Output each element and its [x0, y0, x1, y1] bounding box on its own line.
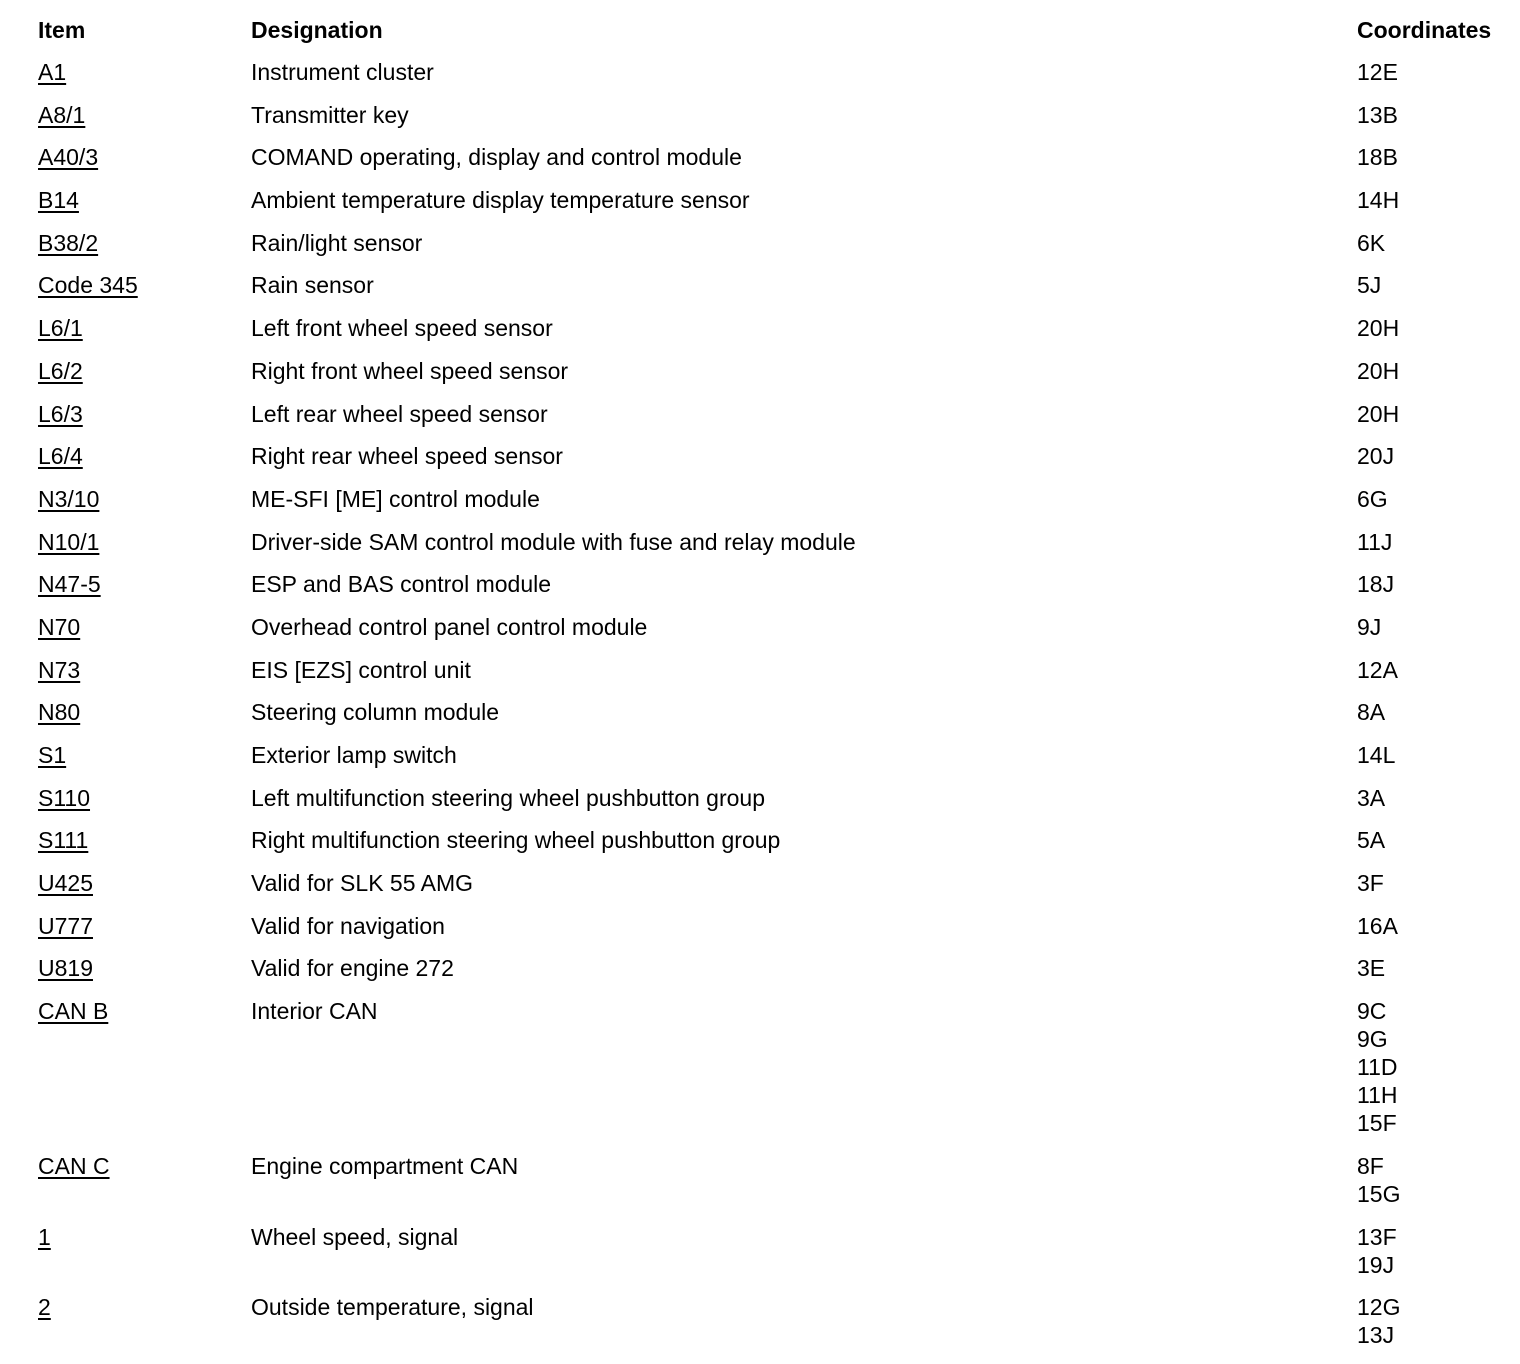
- designation-cell: Valid for SLK 55 AMG: [251, 870, 474, 897]
- coordinate-value: 5A: [1357, 827, 1386, 854]
- table-row: [38, 741, 1508, 784]
- designation-cell: Outside temperature, signal: [251, 1294, 534, 1321]
- item-link[interactable]: U819: [38, 955, 93, 982]
- table-row: [38, 912, 1508, 955]
- coordinates-cell: [1357, 442, 1394, 470]
- item-link[interactable]: A1: [38, 59, 67, 85]
- table-header-row: [38, 16, 1508, 58]
- table-row: [38, 271, 1508, 314]
- coordinates-cell: [1357, 784, 1385, 812]
- coordinate-value: 9C: [1357, 998, 1387, 1025]
- item-link[interactable]: A40/3: [38, 144, 99, 171]
- item-link[interactable]: N73: [38, 656, 81, 683]
- item-link[interactable]: S111: [38, 827, 89, 854]
- designation-cell: Right rear wheel speed sensor: [251, 443, 563, 470]
- coordinate-value: 11H: [1357, 1082, 1398, 1109]
- coordinates-cell: [1357, 997, 1398, 1137]
- designation-cell: Overhead control panel control module: [251, 613, 648, 640]
- designation-cell: Wheel speed, signal: [251, 1223, 459, 1250]
- coordinates-cell: [1357, 271, 1381, 299]
- coordinate-value: 11D: [1357, 1054, 1398, 1081]
- table-row: [38, 400, 1508, 443]
- table-row: [38, 186, 1508, 229]
- coordinate-value: 16A: [1357, 912, 1398, 939]
- designation-cell: Instrument cluster: [251, 59, 434, 85]
- coordinates-cell: [1357, 143, 1398, 171]
- coordinate-value: 8A: [1357, 699, 1386, 726]
- item-link[interactable]: B14: [38, 187, 79, 214]
- coordinate-value: 14L: [1357, 742, 1396, 768]
- item-link[interactable]: CAN B: [38, 998, 109, 1025]
- item-link[interactable]: L6/4: [38, 443, 83, 470]
- coordinate-value: 6G: [1357, 485, 1388, 512]
- table-row: [38, 357, 1508, 400]
- table-row: [38, 58, 1508, 101]
- designation-cell: Steering column module: [251, 699, 500, 726]
- coordinates-cell: [1357, 954, 1385, 982]
- designation-cell: Driver-side SAM control module with fuse and relay module: [251, 528, 856, 555]
- table-row: [38, 101, 1508, 144]
- item-link[interactable]: N10/1: [38, 528, 100, 555]
- table-row: [38, 997, 1508, 1152]
- coordinate-value: 13J: [1357, 1322, 1395, 1349]
- coordinates-cell: [1357, 912, 1398, 940]
- coordinate-value: 14H: [1357, 187, 1400, 214]
- item-link[interactable]: U425: [38, 870, 93, 897]
- coordinate-value: 3E: [1357, 955, 1386, 982]
- item-link[interactable]: 1: [38, 1223, 51, 1250]
- table-row: [38, 784, 1508, 827]
- designation-cell: Transmitter key: [251, 101, 409, 128]
- item-link[interactable]: N47-5: [38, 571, 101, 598]
- coordinate-value: 20H: [1357, 400, 1400, 427]
- table-body: [38, 58, 1508, 1364]
- coordinates-cell: [1357, 656, 1398, 684]
- item-link[interactable]: N70: [38, 613, 81, 640]
- coordinate-value: 11J: [1357, 528, 1393, 555]
- designation-cell: Left rear wheel speed sensor: [251, 400, 548, 427]
- table-row: [38, 442, 1508, 485]
- table-row: [38, 613, 1508, 656]
- coordinates-cell: [1357, 1223, 1397, 1279]
- table-row: [38, 143, 1508, 186]
- coordinates-cell: [1357, 229, 1385, 257]
- table-row: [38, 1293, 1508, 1364]
- coordinate-value: 15F: [1357, 1110, 1397, 1137]
- coordinates-cell: [1357, 826, 1385, 854]
- table-row: [38, 656, 1508, 699]
- coordinate-value: 18B: [1357, 144, 1398, 171]
- coordinate-value: 3F: [1357, 870, 1384, 897]
- table-row: [38, 826, 1508, 869]
- designation-cell: Right front wheel speed sensor: [251, 357, 569, 384]
- designation-cell: Engine compartment CAN: [251, 1152, 519, 1179]
- table-row: [38, 570, 1508, 613]
- item-link[interactable]: L6/3: [38, 400, 83, 427]
- coordinates-cell: [1357, 613, 1381, 641]
- coordinate-value: 15G: [1357, 1180, 1401, 1207]
- coordinates-cell: [1357, 186, 1399, 214]
- coordinate-value: 8F: [1357, 1152, 1384, 1179]
- table-row: [38, 869, 1508, 912]
- coordinates-cell: [1357, 869, 1384, 897]
- coordinates-cell: [1357, 314, 1399, 342]
- item-link[interactable]: S110: [38, 784, 91, 811]
- item-link[interactable]: 2: [38, 1294, 51, 1321]
- coordinate-value: 5J: [1357, 272, 1382, 299]
- item-link[interactable]: Code 345: [38, 272, 138, 299]
- table-row: [38, 698, 1508, 741]
- coordinates-cell: [1357, 1152, 1400, 1208]
- coordinates-cell: [1357, 1293, 1400, 1349]
- coordinate-value: 12A: [1357, 656, 1398, 683]
- table-row: [38, 1223, 1508, 1294]
- header-designation: Designation: [251, 17, 383, 43]
- table-row: [38, 954, 1508, 997]
- item-link[interactable]: CAN C: [38, 1152, 110, 1179]
- coordinates-cell: [1357, 58, 1398, 86]
- item-link[interactable]: N3/10: [38, 485, 100, 512]
- table-row: [38, 528, 1508, 571]
- designation-cell: Interior CAN: [251, 998, 378, 1025]
- designation-cell: COMAND operating, display and control module: [251, 144, 742, 171]
- coordinate-value: 6K: [1357, 229, 1386, 256]
- item-link[interactable]: S1: [38, 742, 67, 768]
- coordinates-cell: [1357, 698, 1385, 726]
- coordinate-value: 12E: [1357, 59, 1398, 85]
- coordinates-cell: [1357, 357, 1399, 385]
- item-link[interactable]: U777: [38, 912, 93, 939]
- item-link[interactable]: A8/1: [38, 101, 86, 128]
- item-link[interactable]: L6/2: [38, 357, 83, 384]
- designation-cell: Ambient temperature display temperature sensor: [251, 187, 750, 214]
- designation-cell: Rain sensor: [251, 272, 374, 299]
- header-coordinates: Coordinates: [1357, 17, 1492, 43]
- component-legend-table: [38, 16, 1508, 1364]
- header-item: Item: [38, 17, 86, 43]
- coordinates-cell: [1357, 741, 1395, 769]
- designation-cell: Valid for navigation: [251, 912, 445, 939]
- table-row: [38, 229, 1508, 272]
- designation-cell: ME-SFI [ME] control module: [251, 485, 540, 512]
- coordinate-value: 13F: [1357, 1223, 1397, 1250]
- designation-cell: Left front wheel speed sensor: [251, 315, 553, 342]
- coordinate-value: 12G: [1357, 1294, 1401, 1321]
- coordinate-value: 20J: [1357, 443, 1395, 470]
- coordinates-cell: [1357, 485, 1388, 513]
- coordinate-value: 19J: [1357, 1251, 1395, 1278]
- designation-cell: Valid for engine 272: [251, 955, 454, 982]
- item-link[interactable]: N80: [38, 699, 81, 726]
- coordinates-cell: [1357, 528, 1392, 556]
- coordinate-value: 13B: [1357, 101, 1398, 128]
- coordinate-value: 9J: [1357, 613, 1382, 640]
- coordinates-cell: [1357, 400, 1399, 428]
- coordinates-cell: [1357, 101, 1398, 129]
- designation-cell: Left multifunction steering wheel pushbutton group: [251, 784, 765, 811]
- coordinate-value: 20H: [1357, 357, 1400, 384]
- designation-cell: ESP and BAS control module: [251, 571, 552, 598]
- coordinate-value: 9G: [1357, 1026, 1388, 1053]
- table-row: [38, 1152, 1508, 1223]
- table-row: [38, 314, 1508, 357]
- table-row: [38, 485, 1508, 528]
- coordinate-value: 3A: [1357, 784, 1386, 811]
- item-link[interactable]: B38/2: [38, 229, 99, 256]
- designation-cell: Exterior lamp switch: [251, 742, 457, 768]
- designation-cell: Rain/light sensor: [251, 229, 423, 256]
- coordinate-value: 18J: [1357, 571, 1395, 598]
- coordinates-cell: [1357, 570, 1394, 598]
- designation-cell: EIS [EZS] control unit: [251, 656, 471, 683]
- item-link[interactable]: L6/1: [38, 315, 83, 342]
- designation-cell: Right multifunction steering wheel pushbutton group: [251, 827, 781, 854]
- coordinate-value: 20H: [1357, 315, 1400, 342]
